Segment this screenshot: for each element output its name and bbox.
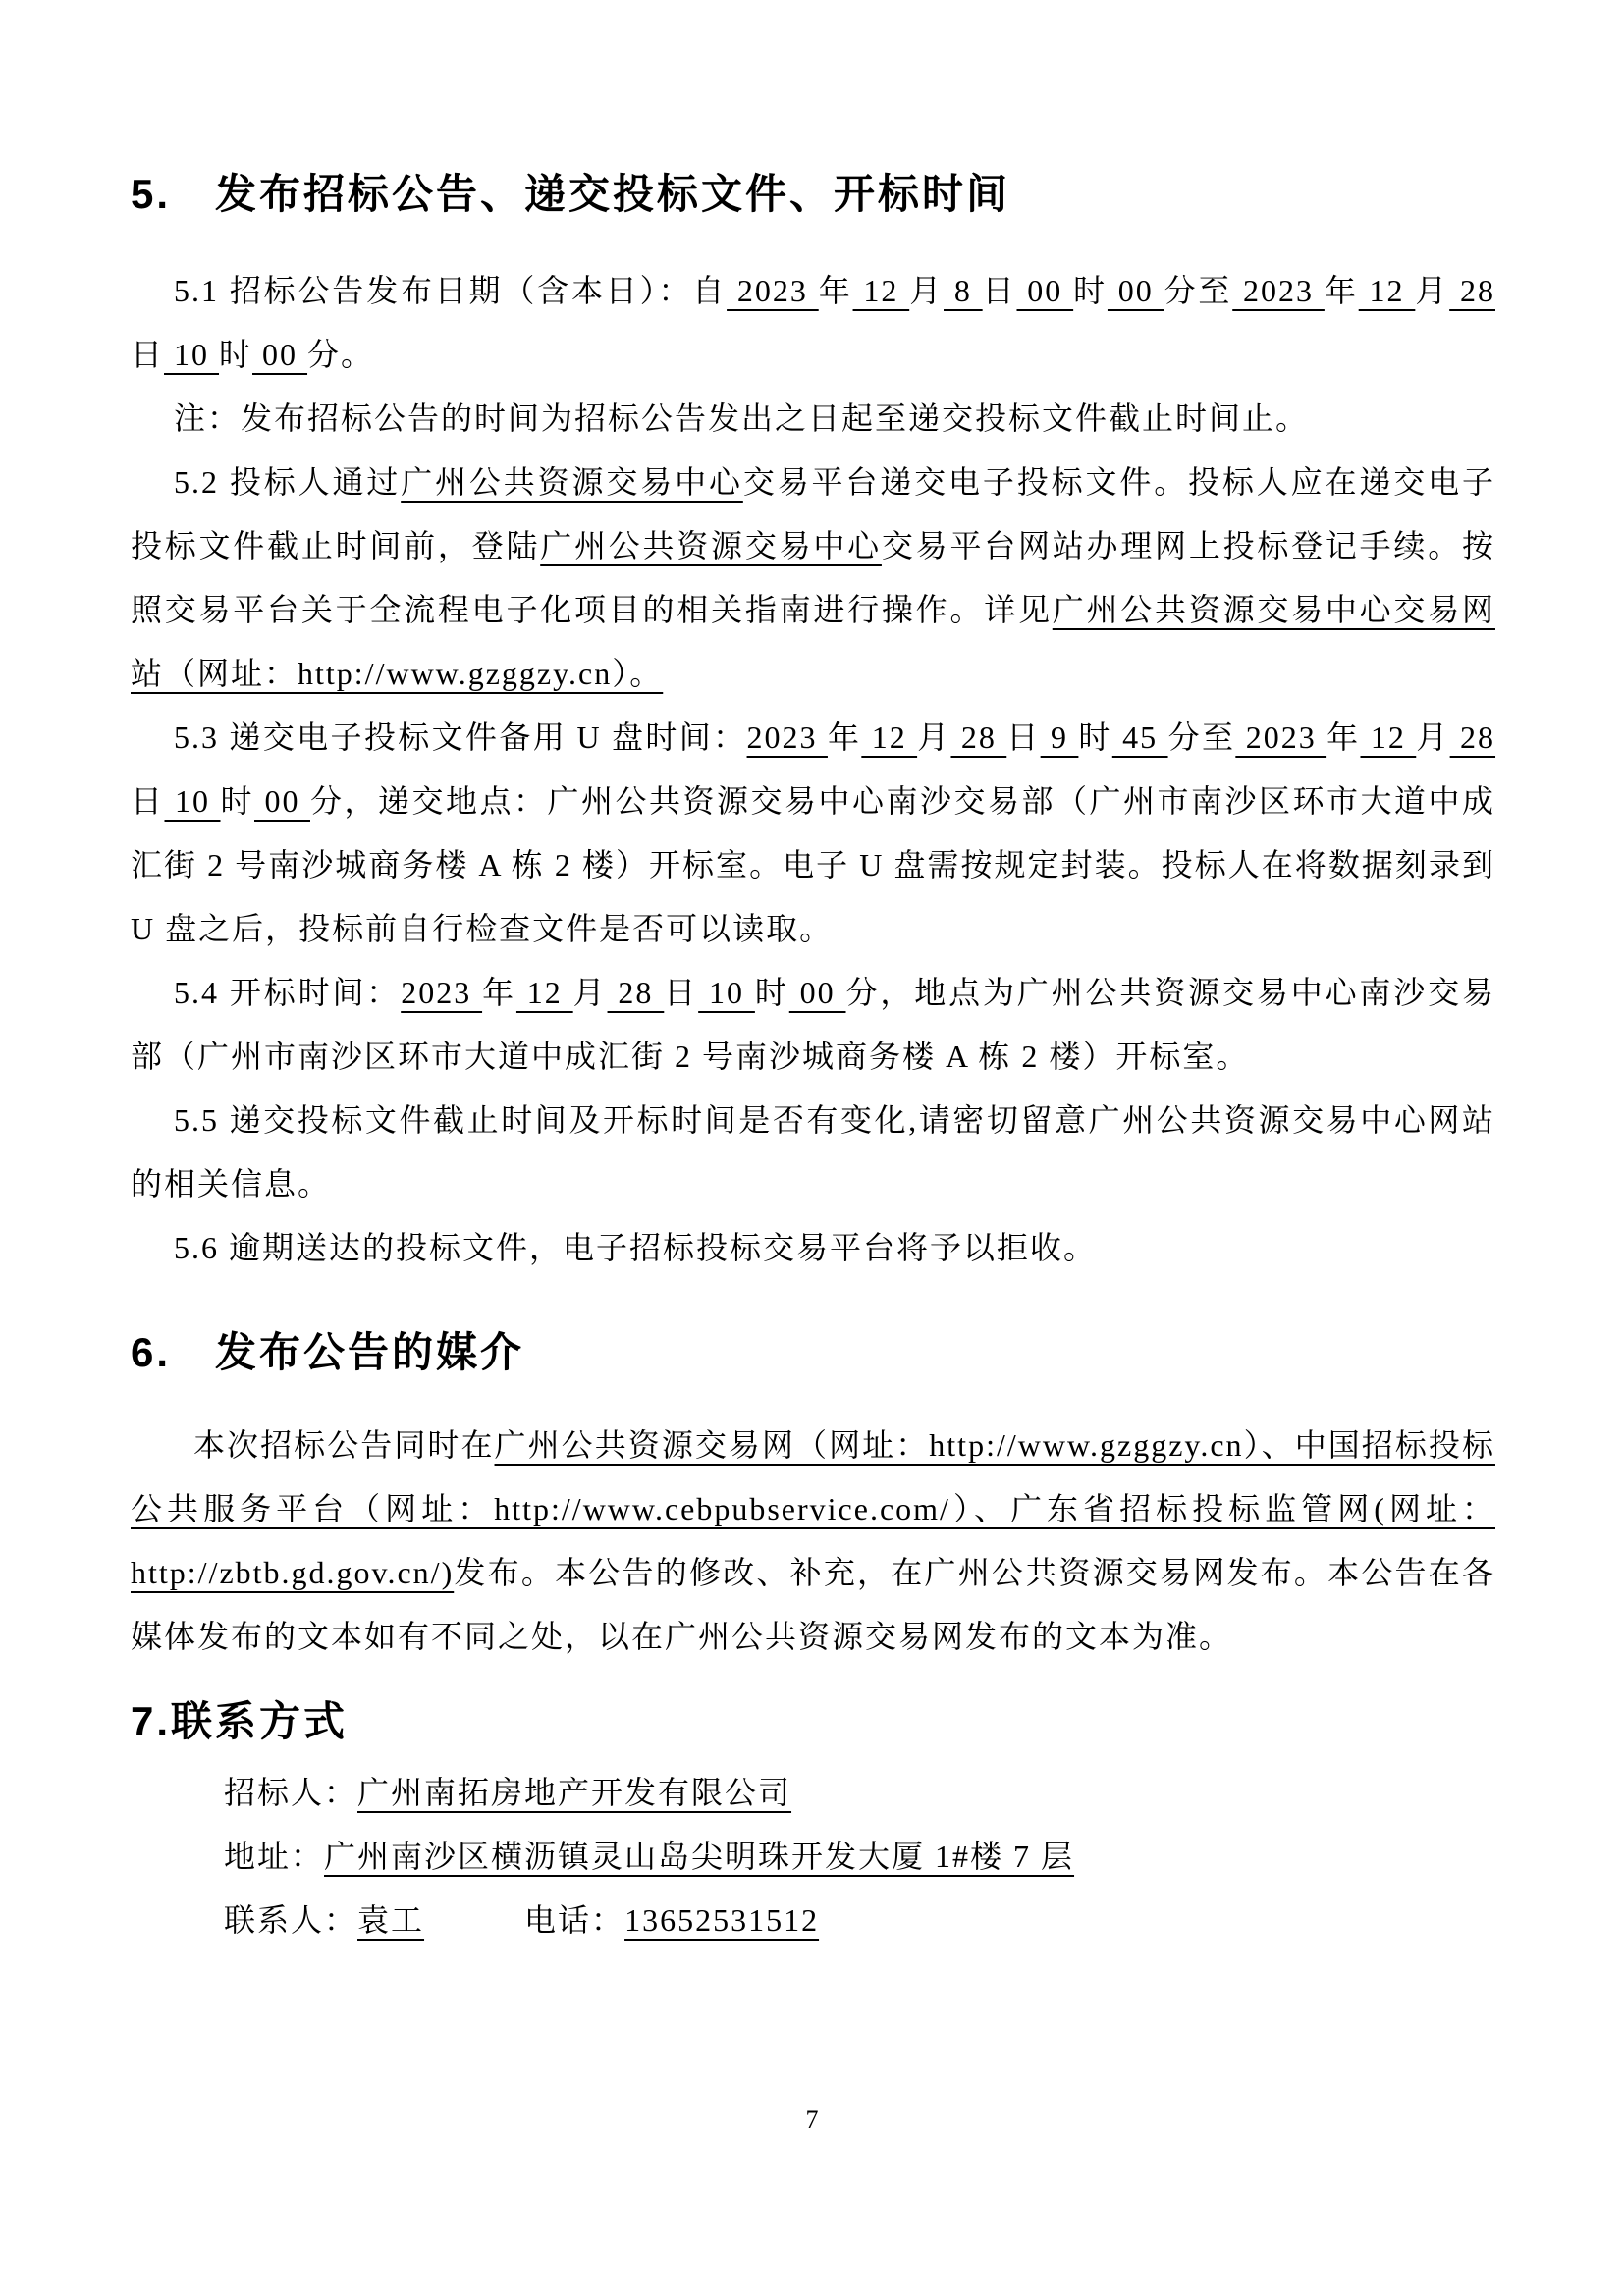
text-segment: 时: [220, 783, 254, 819]
text-segment: 交易平台递交电子投标文件。投标人应在递交电子投标文件截止时间前，登陆: [131, 464, 1495, 563]
text-segment: 年: [1324, 273, 1359, 308]
text-segment: 招标人：: [224, 1775, 358, 1810]
underlined-text-segment: 广州公共资源交易中心: [540, 528, 882, 563]
underlined-text-segment: 10: [164, 337, 220, 372]
clause-5-2: [131, 451, 1495, 706]
text-segment: 分至: [1167, 720, 1236, 755]
text-segment: 分，递交地点：广州公共资源交易中心南沙交易部（广州市南沙区环市大道中成汇街 2 号南沙城商务楼 A 栋 2 楼）开标室。电子 U 盘需按规定封装。投标人在将数据刻录到 U 盘之后，投标前自行检查文件是否可以读取。: [131, 783, 1495, 946]
underlined-text-segment: 广州公共资源交易中心: [401, 464, 743, 500]
underlined-text-segment: 28: [1449, 720, 1496, 755]
underlined-text-segment: 2023: [1235, 720, 1327, 755]
text-segment: 电话：: [524, 1902, 625, 1938]
section-6-heading: 6. 发布公告的媒介: [131, 1329, 525, 1375]
clause-5-3: [131, 706, 1495, 961]
underlined-text-segment: 45: [1111, 720, 1168, 755]
underlined-text-segment: 00: [1107, 273, 1164, 308]
contact-address-row: [224, 1825, 1495, 1889]
underlined-text-segment: 12: [515, 975, 573, 1010]
text-segment: 时: [1078, 720, 1112, 755]
section-7-heading: 7.联系方式: [131, 1698, 349, 1744]
text-segment: 5.3 递交电子投标文件备用 U 盘时间：: [174, 720, 747, 755]
underlined-text-segment: 00: [252, 337, 308, 372]
contact-person-row: [224, 1889, 1495, 1952]
text-segment: 年: [827, 720, 862, 755]
clause-5-1: [131, 259, 1495, 387]
text-segment: 年: [482, 975, 516, 1010]
text-segment: 分，地点为广州公共资源交易中心南沙交易部（广州市南沙区环市大道中成汇街 2 号南沙城商务楼 A 栋 2 楼）开标室。: [131, 975, 1496, 1074]
underlined-text-segment: 12: [861, 720, 918, 755]
underlined-text-segment: 28: [950, 720, 1007, 755]
underlined-text-segment: 00: [254, 783, 310, 819]
underlined-text-segment: 广州公共资源交易网（网址：http://www.gzggzy.cn）、中国招标投标公共服务平台（网址：http://www.cebpubservice.com/）、广东省招标投标监管网(网址：http://zbtb.gd.gov.cn/): [131, 1427, 1495, 1590]
text-segment: [424, 1902, 524, 1938]
underlined-text-segment: 2023: [727, 273, 819, 308]
text-segment: 月: [1415, 273, 1450, 308]
underlined-text-segment: 12: [1360, 720, 1417, 755]
underlined-text-segment: 广州南拓房地产开发有限公司: [357, 1775, 792, 1810]
underlined-text-segment: 广州公共资源交易中心交易网站（网址：http://www.gzggzy.cn）。: [131, 592, 1495, 691]
text-segment: 月: [1416, 720, 1450, 755]
text-segment: 5.4 开标时间：: [174, 975, 402, 1010]
text-segment: 年: [818, 273, 853, 308]
text-segment: 5.1 招标公告发布日期（含本日）：自: [174, 273, 728, 308]
text-segment: 时: [754, 975, 789, 1010]
text-segment: 月: [917, 720, 951, 755]
text-segment: 年: [1326, 720, 1361, 755]
text-segment: 本次招标公告同时在: [193, 1427, 495, 1463]
contact-bidder-row: [224, 1761, 1495, 1825]
underlined-text-segment: 13652531512: [624, 1902, 820, 1938]
text-segment: 月: [909, 273, 945, 308]
clause-5-5: [131, 1089, 1495, 1216]
section-5-heading: 5. 发布招标公告、递交投标文件、开标时间: [131, 171, 1011, 217]
clause-5-1-note: [131, 387, 1495, 451]
text-segment: 5.2 投标人通过: [174, 464, 402, 500]
text-segment: 日: [982, 273, 1017, 308]
text-segment: 交易平台网站办理网上投标登记手续。按照交易平台关于全流程电子化项目的相关指南进行操作。详见: [131, 528, 1495, 627]
underlined-text-segment: 袁工: [357, 1902, 425, 1938]
text-segment: 注：发布招标公告的时间为招标公告发出之日起至递交投标文件截止时间止。: [174, 400, 1310, 436]
underlined-text-segment: 12: [1358, 273, 1416, 308]
underlined-text-segment: 28: [607, 975, 665, 1010]
text-segment: 日: [664, 975, 699, 1010]
underlined-text-segment: 2023: [401, 975, 483, 1010]
underlined-text-segment: 2023: [746, 720, 828, 755]
text-segment: 分。: [307, 337, 375, 372]
text-segment: 联系人：: [224, 1902, 358, 1938]
text-segment: 日: [1006, 720, 1041, 755]
text-segment: 发布。本公告的修改、补充，在广州公共资源交易网发布。本公告在各媒体发布的文本如有不同之处，以在广州公共资源交易网发布的文本为准。: [131, 1555, 1495, 1654]
underlined-text-segment: 10: [698, 975, 755, 1010]
underlined-text-segment: 00: [1016, 273, 1074, 308]
underlined-text-segment: 广州南沙区横沥镇灵山岛尖明珠开发大厦 1#楼 7 层: [324, 1839, 1075, 1874]
text-segment: 分至: [1164, 273, 1233, 308]
text-segment: 日: [131, 783, 165, 819]
underlined-text-segment: 00: [788, 975, 846, 1010]
underlined-text-segment: 10: [164, 783, 221, 819]
underlined-text-segment: 2023: [1232, 273, 1325, 308]
text-segment: 时: [219, 337, 253, 372]
text-segment: 5.6 逾期送达的投标文件，电子招标投标交易平台将予以拒收。: [174, 1230, 1098, 1265]
text-segment: 月: [572, 975, 608, 1010]
clause-5-4: [131, 961, 1495, 1089]
clause-5-6: [131, 1216, 1495, 1280]
page-number: 7: [805, 2106, 819, 2134]
text-segment: 日: [131, 337, 165, 372]
underlined-text-segment: 9: [1040, 720, 1079, 755]
text-segment: 地址：: [224, 1839, 325, 1874]
media-paragraph: [131, 1414, 1495, 1669]
underlined-text-segment: 8: [944, 273, 983, 308]
underlined-text-segment: 12: [852, 273, 910, 308]
text-segment: 5.5 递交投标文件截止时间及开标时间是否有变化,请密切留意广州公共资源交易中心网站的相关信息。: [131, 1102, 1495, 1201]
contact-block: [131, 1761, 1495, 1952]
underlined-text-segment: 28: [1449, 273, 1495, 308]
text-segment: 时: [1073, 273, 1108, 308]
